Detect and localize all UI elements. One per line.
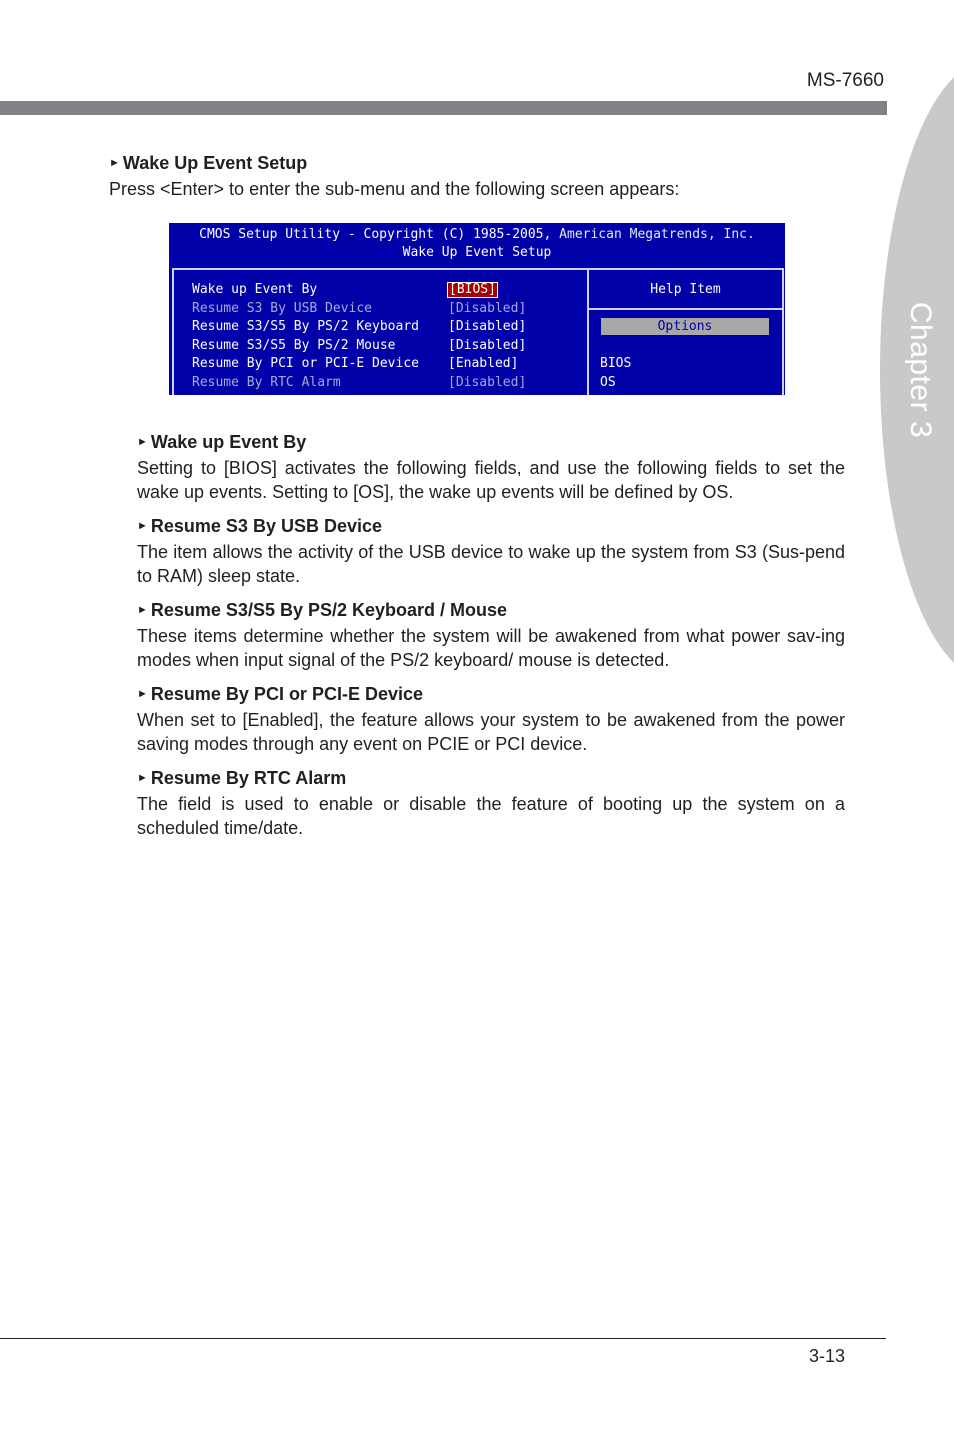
item-text: When set to [Enabled], the feature allows your system to be awakened from the power saving modes through any event on PCIE or PCI device. (137, 710, 845, 754)
page-number: 3-13 (808, 1346, 845, 1366)
bios-row-label: Resume S3 By USB Device (192, 301, 373, 316)
item-title (137, 682, 845, 709)
item-text: The item allows the activity of the USB device to wake up the system from S3 (Sus-pend to RAM) sleep state. (137, 542, 845, 586)
model-number: MS-7660 (806, 70, 884, 91)
bios-row-value[interactable]: [Disabled] (448, 338, 527, 353)
bios-row-label: Resume S3/S5 By PS/2 Keyboard (192, 319, 419, 334)
bios-option-bios[interactable]: BIOS (600, 356, 632, 371)
bios-row-value[interactable]: [Enabled] (448, 356, 519, 371)
item-title-text: Resume S3/S5 By PS/2 Keyboard / Mouse (150, 600, 508, 620)
bios-subtitle: Wake Up Event Setup (402, 245, 552, 260)
header-bar (0, 101, 887, 115)
bios-title (169, 226, 785, 244)
bullet-arrow-icon: ► (137, 772, 148, 784)
item-title (137, 430, 845, 457)
item-title-text: Resume By RTC Alarm (150, 768, 347, 788)
item-title (137, 514, 845, 541)
bullet-arrow-icon: ► (137, 688, 148, 700)
footer-rule (0, 1338, 886, 1339)
bios-row-resume-rtc[interactable] (192, 374, 527, 392)
bullet-arrow-icon: ► (137, 436, 148, 448)
bios-row-value[interactable]: [Disabled] (448, 319, 527, 334)
bios-row-wake-up-event-by[interactable] (192, 281, 498, 299)
bios-title-vendor: American Megatrends, Inc. (559, 227, 755, 242)
bios-row-label: Resume By PCI or PCI-E Device (192, 356, 419, 371)
item-text: The field is used to enable or disable the feature of booting up the system on a scheduled time/date. (137, 794, 845, 838)
bios-row-value[interactable]: [Disabled] (448, 301, 527, 316)
bios-option-os[interactable]: OS (600, 375, 616, 390)
bullet-arrow-icon: ► (137, 520, 148, 532)
item-title (137, 598, 845, 625)
bullet-arrow-icon: ► (137, 604, 148, 616)
bios-row-resume-ps2-mouse[interactable] (192, 337, 527, 355)
bios-help-title: Help Item (650, 282, 721, 297)
bios-row-value[interactable]: [Disabled] (448, 375, 527, 390)
item-text: These items determine whether the system will be awakened from what power sav-ing modes when input signal of the PS/2 keyboard/ mouse is detected. (137, 626, 845, 670)
bios-row-resume-ps2-keyboard[interactable] (192, 318, 527, 336)
chapter-label: Chapter 3 (904, 301, 937, 439)
item-title-text: Wake up Event By (150, 432, 307, 452)
item-descriptions (137, 430, 845, 850)
bios-options-bar: Options (601, 318, 769, 335)
item-title (137, 766, 845, 793)
bios-row-resume-pci[interactable] (192, 355, 519, 373)
section-title (109, 153, 307, 174)
item-text: Setting to [BIOS] activates the following fields, and use the following fields to set the wake up events. Setting to [OS], the wake up events will be defined by OS. (137, 458, 845, 502)
bios-row-label: Wake up Event By (192, 282, 318, 297)
bios-screenshot (169, 223, 785, 395)
section-title-text: Wake Up Event Setup (122, 153, 308, 173)
bios-help-separator (589, 308, 782, 310)
bios-row-label: Resume S3/S5 By PS/2 Mouse (192, 338, 396, 353)
bios-row-resume-s3-usb[interactable] (192, 300, 527, 318)
bios-row-value[interactable]: [BIOS] (449, 282, 496, 297)
bullet-arrow-icon: ► (109, 157, 120, 169)
item-title-text: Resume S3 By USB Device (150, 516, 382, 536)
item-title-text: Resume By PCI or PCI-E Device (150, 684, 423, 704)
bios-row-label: Resume By RTC Alarm (192, 375, 341, 390)
bios-title-main: CMOS Setup Utility - Copyright (C) 1985-2005, (199, 227, 560, 242)
section-intro: Press <Enter> to enter the sub-menu and the following screen appears: (109, 179, 680, 199)
